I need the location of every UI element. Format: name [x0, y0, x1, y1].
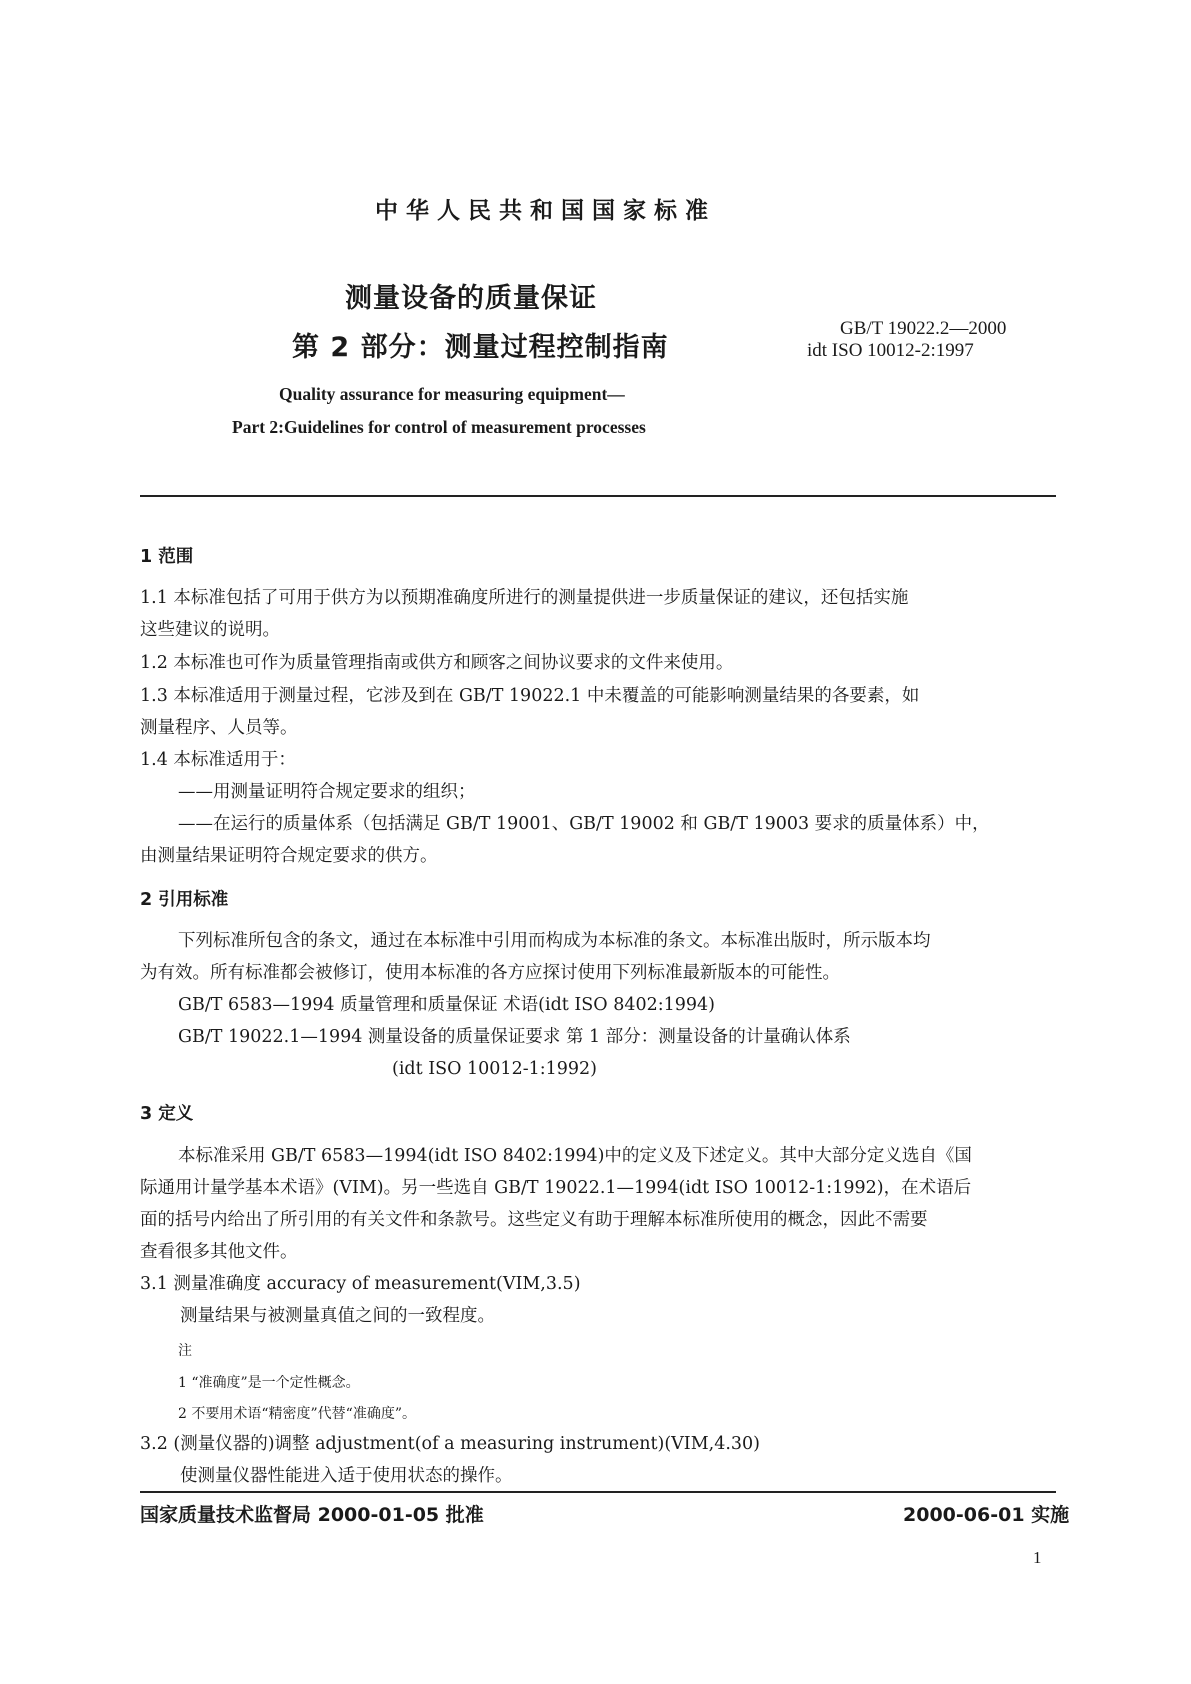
clause-1-4-item-2: ——在运行的质量体系（包括满足 GB/T 19001、GB/T 19002 和 GB/T 19003 要求的质量体系）中， — [178, 814, 990, 834]
approval-date: 国家质量技术监督局 2000-01-05 批准 — [140, 1504, 484, 1526]
section-2-para: 下列标准所包含的条文，通过在本标准中引用而构成为本标准的条文。本标准出版时，所示版本均 — [178, 931, 931, 951]
definition-3-1: 3.1 测量准确度 accuracy of measurement(VIM,3.5) — [140, 1274, 581, 1294]
clause-1-4: 1.4 本标准适用于： — [140, 750, 296, 770]
section-3-para-cont-3: 查看很多其他文件。 — [140, 1242, 298, 1262]
definition-3-1-text: 测量结果与被测量真值之间的一致程度。 — [180, 1306, 495, 1326]
note-label: 注 — [178, 1343, 192, 1359]
title-cn-line2: 第 2 部分：测量过程控制指南 — [292, 332, 669, 363]
section-3-para-cont-1: 际通用计量学基本术语》(VIM)。另一些选自 GB/T 19022.1—1994(idt ISO 10012-1:1992)，在术语后 — [140, 1178, 972, 1198]
clause-1-4-item-1: ——用测量证明符合规定要求的组织； — [178, 782, 476, 802]
definition-3-2-text: 使测量仪器性能进入适于使用状态的操作。 — [180, 1466, 513, 1486]
section-1-heading: 1 范围 — [140, 547, 194, 567]
clause-1-3-cont: 测量程序、人员等。 — [140, 718, 298, 738]
reference-2-cont: (idt ISO 10012-1:1992) — [392, 1059, 598, 1079]
effective-date: 2000-06-01 实施 — [903, 1504, 1070, 1526]
reference-2: GB/T 19022.1—1994 测量设备的质量保证要求 第 1 部分：测量设备的计量确认体系 — [178, 1027, 851, 1047]
clause-1-3: 1.3 本标准适用于测量过程，它涉及到在 GB/T 19022.1 中未覆盖的可能影响测量结果的各要素，如 — [140, 686, 920, 706]
section-2-para-cont: 为有效。所有标准都会被修订，使用本标准的各方应探讨使用下列标准最新版本的可能性。 — [140, 963, 840, 983]
standard-number: GB/T 19022.2—2000 — [840, 318, 1007, 339]
header-divider — [140, 495, 1056, 497]
page-number: 1 — [1033, 1548, 1042, 1567]
section-3-para-cont-2: 面的括号内给出了所引用的有关文件和条款号。这些定义有助于理解本标准所使用的概念，因此不需要 — [140, 1210, 928, 1230]
title-en-line2: Part 2:Guidelines for control of measurement processes — [232, 417, 646, 437]
note-2: 2 不要用术语“精密度”代替“准确度”。 — [178, 1406, 416, 1422]
title-cn-line1: 测量设备的质量保证 — [345, 283, 597, 314]
section-2-heading: 2 引用标准 — [140, 890, 229, 910]
idt-number: idt ISO 10012-2:1997 — [807, 340, 974, 361]
definition-3-2: 3.2 (测量仪器的)调整 adjustment(of a measuring instrument)(VIM,4.30) — [140, 1434, 760, 1454]
clause-1-1-cont: 这些建议的说明。 — [140, 620, 280, 640]
section-3-para: 本标准采用 GB/T 6583—1994(idt ISO 8402:1994)中的定义及下述定义。其中大部分定义选自《国 — [178, 1146, 972, 1166]
national-standard-heading: 中华人民共和国国家标准 — [375, 198, 716, 224]
clause-1-1: 1.1 本标准包括了可用于供方为以预期准确度所进行的测量提供进一步质量保证的建议，还包括实施 — [140, 588, 909, 608]
title-en-line1: Quality assurance for measuring equipment— — [279, 384, 625, 404]
reference-1: GB/T 6583—1994 质量管理和质量保证 术语(idt ISO 8402:1994) — [178, 995, 715, 1015]
section-3-heading: 3 定义 — [140, 1104, 194, 1124]
clause-1-2: 1.2 本标准也可作为质量管理指南或供方和顾客之间协议要求的文件来使用。 — [140, 653, 734, 673]
note-1: 1 “准确度”是一个定性概念。 — [178, 1375, 360, 1391]
clause-1-4-item-2-cont: 由测量结果证明符合规定要求的供方。 — [140, 846, 438, 866]
footer-divider — [140, 1491, 1056, 1493]
